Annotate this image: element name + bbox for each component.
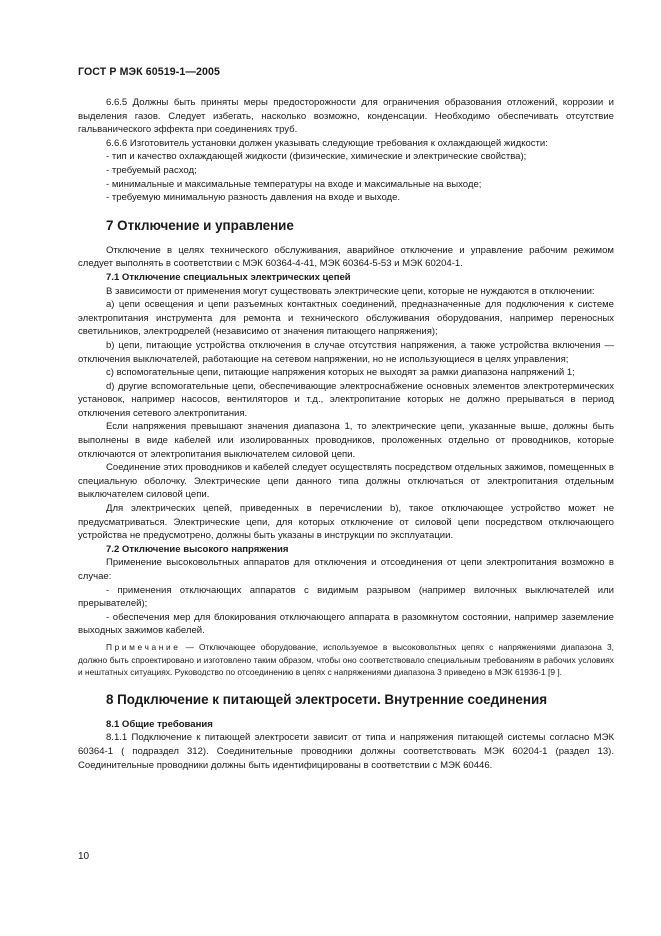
document-body [78, 96, 614, 772]
section-8-1-heading: 8.1 Общие требования [106, 718, 213, 730]
document-header: ГОСТ Р МЭК 60519-1—2005 [78, 66, 221, 78]
paragraph-7-1-g: Для электрических цепей, приведенных в перечислении b), такое отключающее устройство может не предусматриваться. Электрические цепи, для которых отключение от силовой цепи посредством отключающего устройства не предусмотрено, должны быть указаны в инструкции по эксплуатации. [78, 503, 614, 542]
paragraph-7-1-a: а) цепи освещения и цепи разъемных контактных соединений, предназначенные для подключения к системе электропитания инструмента для ремонта и технического обслуживания оборудования, например переносных светильников, электродрелей (независимо от значения питающего напряжения); [78, 299, 614, 338]
paragraph-7-2-item-2: - обеспечения мер для блокирования отключающего аппарата в разомкнутом состоянии, например заземление выходных зажимов кабелей. [78, 611, 614, 637]
note [78, 641, 614, 679]
note-label: Примечание [106, 641, 181, 652]
section-7-heading: 7 Отключение и управление [106, 217, 294, 233]
paragraph-7-1-b: b) цепи, питающие устройства отключения в случае отсутствия напряжения, а также устройства включения — отключения выключателей, работающие на сетевом напряжении, но не использующиеся в целях управления; [78, 339, 614, 365]
paragraph-7-intro: Отключение в целях технического обслуживания, аварийное отключение и управление рабочим режимом следует выполнять в соответствии с МЭК 60364-4-41, МЭК 60364-5-53 и МЭК 60204-1. [78, 244, 614, 270]
section-8-heading: 8 Подключение к питающей электросети. Внутренние соединения [106, 691, 548, 707]
list-item: - тип и качество охлаждающей жидкости (физические, химические и электрические свойства); [106, 151, 527, 163]
list-item: - требуемую минимальную разность давления на входе и выходе. [106, 192, 401, 204]
section-7-2-heading: 7.2 Отключение высокого напряжения [106, 543, 289, 555]
paragraph-7-1-intro: В зависимости от применения могут существовать электрические цепи, которые не нуждаются в отключении: [106, 285, 595, 297]
paragraph-7-1-d: d) другие вспомогательные цепи, обеспечивающие электроснабжение основных элементов электротермических установок, например насосов, вентиляторов и т.д., электропитание которых не должно прерываться в период отключения сетевого электропитания. [78, 380, 614, 419]
paragraph-7-1-c: c) вспомогательные цепи, питающие напряжения которых не выходят за рамки диапазона напряжений 1; [106, 367, 575, 379]
paragraph-7-2-item-1: - применения отключающих аппаратов с видимым разрывом (например вилочных выключателей или прерывателей); [78, 584, 614, 610]
paragraph-7-2-intro: Применение высоковольтных аппаратов для отключения и отсоединения от цепи электропитания возможно в случае: [78, 557, 614, 582]
paragraph-7-1-f: Соединение этих проводников и кабелей следует осуществлять посредством отдельных зажимов, помещенных в специальную оболочку. Электрические цепи данного типа должны отключаться от электропитания отдельным выключателем силовой цепи. [78, 462, 614, 501]
section-7-1-heading: 7.1 Отключение специальных электрических цепей [106, 271, 351, 283]
list-item: - минимальные и максимальные температуры на входе и максимальные на выходе; [106, 178, 482, 190]
note-text: — Отключающее оборудование, используемое в высоковольтных цепях с напряжениями диапазона 3, должно быть спроектировано и изготовлено таким образом, чтобы оно соответствовало специальным требованиям в рабочих условиях и нештатных ситуациях. Руководство по отсоединению в цепях с напряжениями диапазона 3 приведено в МЭК 61936-1 [9 ]. [78, 641, 614, 678]
list-item: - требуемый расход; [106, 164, 197, 176]
paragraph-8-1-1: 8.1.1 Подключение к питающей электросети зависит от типа и напряжения питающей системы согласно МЭК 60364-1 ( подраздел 312). Соединительные проводники должны соответствовать МЭК 60204-1 (раздел 13). Соединительные проводники должны быть идентифицированы в соответствии с МЭК 60446. [78, 732, 614, 771]
paragraph-7-1-e: Если напряжения превышают значения диапазона 1, то электрические цепи, указанные выше, должны быть выполнены в виде кабелей или изолированных проводников, проложенных отдельно от проводников, которые отключаются от электропитания выключателем силовой цепи. [78, 421, 614, 460]
paragraph-6-6-6: 6.6.6 Изготовитель установки должен указывать следующие требования к охлаждающей жидкости: [106, 137, 548, 149]
page-number: 10 [78, 851, 90, 862]
paragraph-6-6-5: 6.6.5 Должны быть приняты меры предосторожности для ограничения образования отложений, коррозии и выделения газов. Следует избегать, насколько возможно, конденсации. Необходимо обеспечивать отсутствие гальванического эффекта при соединениях труб. [78, 97, 614, 136]
